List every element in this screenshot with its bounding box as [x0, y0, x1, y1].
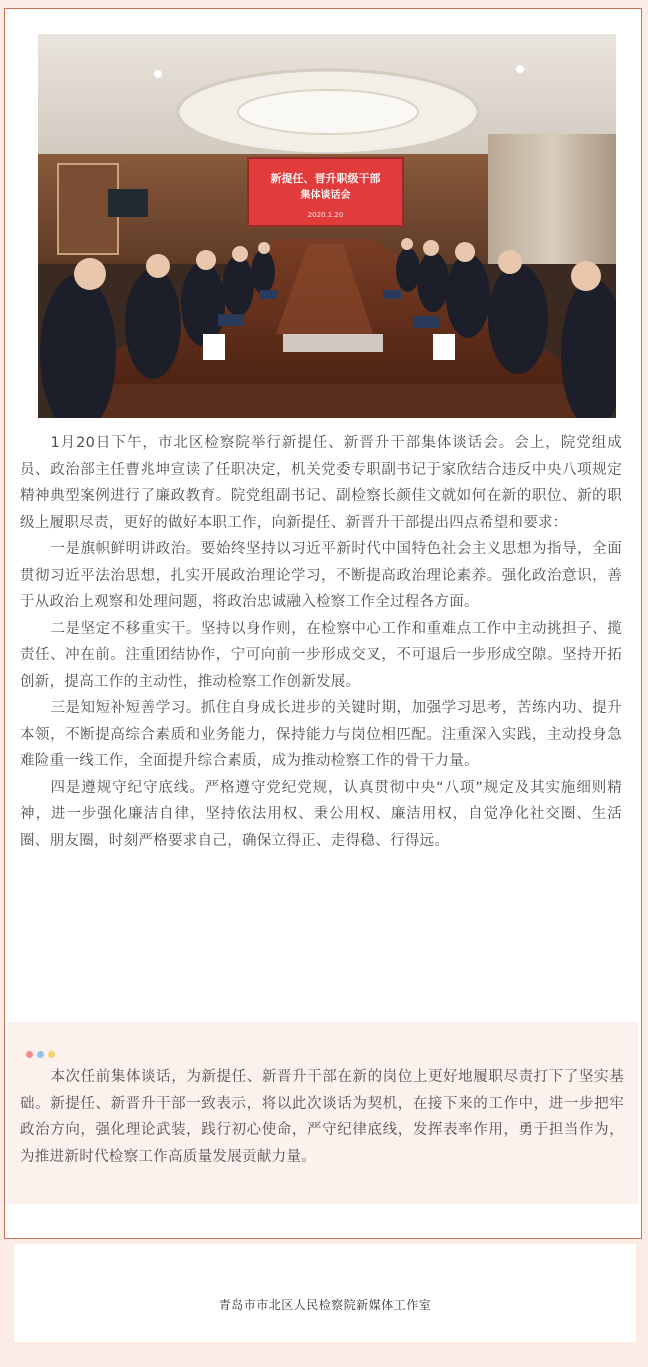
summary-text — [20, 1064, 624, 1170]
decorative-dots — [26, 1043, 59, 1062]
footer — [14, 1244, 636, 1342]
dot-red — [26, 1051, 33, 1058]
meeting-room-illustration — [38, 34, 616, 418]
paragraph-point-two: 二是坚定不移重实干。坚持以身作则，在检察中心工作和重难点工作中主动挑担子、揽责任、冲在前。注重团结协作，宁可向前一步形成交叉，不可退后一步形成空隙。坚持开拓创新，提高工作的主动性，推动检察工作创新发展。 — [20, 620, 622, 690]
screen-title: 新提任、晋升职级干部 — [270, 172, 381, 185]
meeting-photo — [38, 34, 616, 418]
footer-credit: 青岛市市北区人民检察院新媒体工作室 — [218, 1298, 432, 1312]
paragraph-point-three: 三是知短补短善学习。抓住自身成长进步的关键时期，加强学习思考，苦练内功、提升本领，不断提高综合素质和业务能力，保持能力与岗位相匹配。注重深入实践，主动投身急难险重一线工作，全面提升综合素质，成为推动检察工作的骨干力量。 — [20, 700, 622, 769]
paragraph-point-four: 四是遵规守纪守底线。严格遵守党纪党规，认真贯彻中央“八项”规定及其实施细则精神，进一步强化廉洁自律，坚持依法用权、秉公用权、廉洁用权，自觉净化社交圈、生活圈、朋友圈，时刻严格要求自己，确保立得正、走得稳、行得远。 — [20, 779, 622, 849]
screen-date: 2020.1.20 — [307, 211, 344, 219]
dot-yellow — [48, 1051, 55, 1058]
dot-blue — [37, 1051, 44, 1058]
paragraph-point-one: 一是旗帜鲜明讲政治。要始终坚持以习近平新时代中国特色社会主义思想为指导，全面贯彻习近平法治思想，扎实开展政治理论学习，不断提高政治理论素养。强化政治意识，善于从政治上观察和处理问题，将政治忠诚融入检察工作全过程各方面。 — [20, 541, 622, 610]
screen-subtitle: 集体谈话会 — [300, 190, 351, 201]
summary-paragraph: 本次任前集体谈话，为新提任、新晋升干部在新的岗位上更好地履职尽责打下了坚实基础。新提任、新晋升干部一致表示，将以此次谈话为契机，在接下来的工作中，进一步把牢政治方向，强化理论武装，践行初心使命，严守纪律底线，发挥表率作用，勇于担当作为，为推进新时代检察工作高质量发展贡献力量。 — [20, 1069, 624, 1165]
article-body — [20, 430, 622, 854]
summary-box — [8, 1022, 638, 1204]
paragraph-intro: 1月20日下午，市北区检察院举行新提任、新晋升干部集体谈话会。会上，院党组成员、政治部主任曹兆坤宣读了任职决定，机关党委专职副书记于家欣结合违反中央八项规定精神典型案例进行了廉政教育。院党组副书记、副检察长颜佳文就如何在新的职位、新的职级上履职尽责，更好的做好本职工作，向新提任、新晋升干部提出四点希望和要求： — [20, 435, 622, 531]
